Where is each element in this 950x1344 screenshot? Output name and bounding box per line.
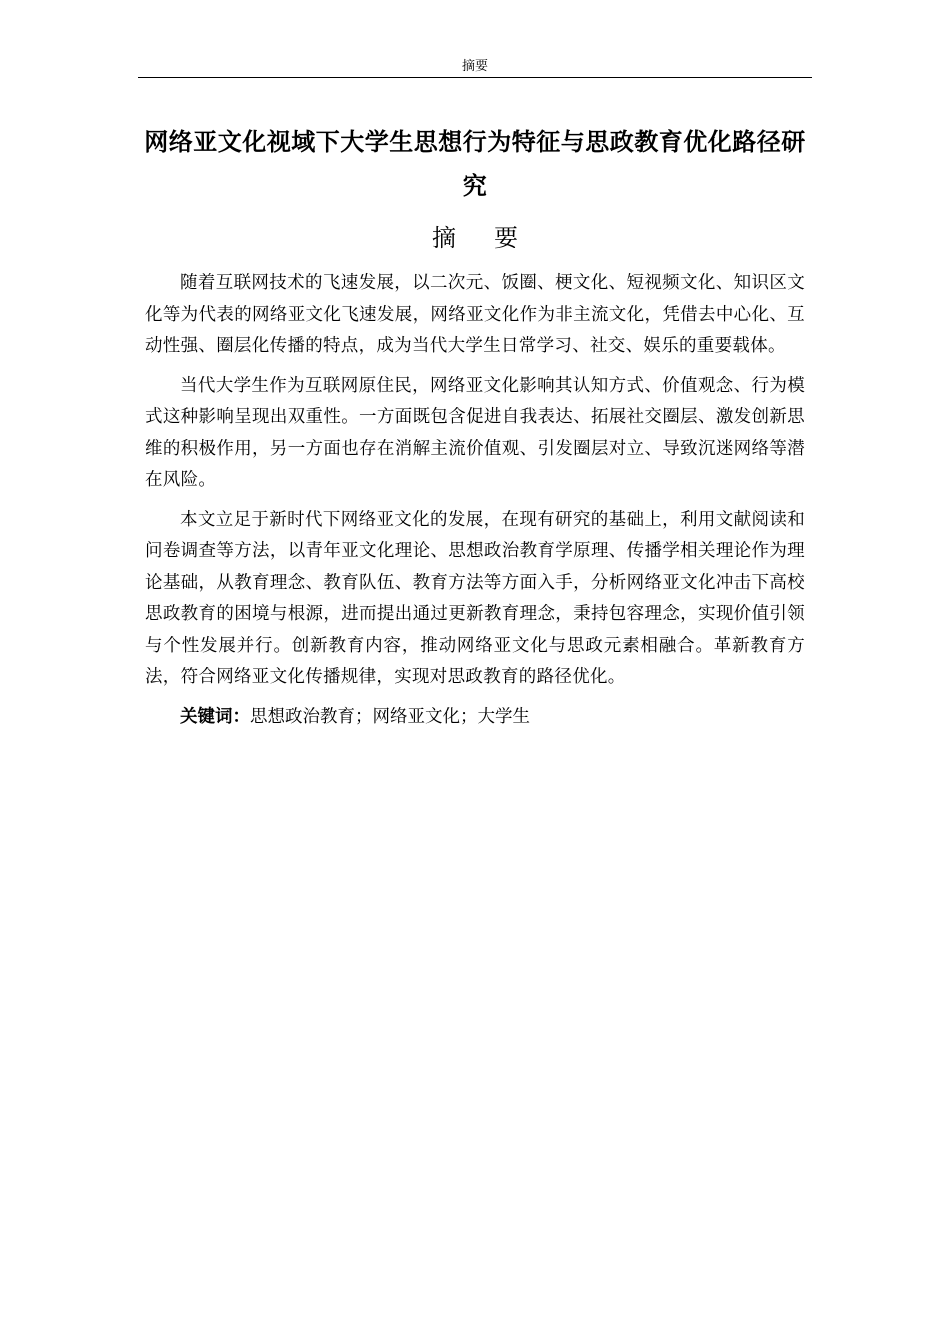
abstract-heading: 摘要 [432,224,556,252]
abstract-paragraph-3: 本文立足于新时代下网络亚文化的发展，在现有研究的基础上，利用文献阅读和问卷调查等方法，以青年亚文化理论、思想政治教育学原理、传播学相关理论作为理论基础，从教育理念、教育队伍、教育方法等方面入手，分析网络亚文化冲击下高校思政教育的困境与根源，进而提出通过更新教育理念，秉持包容理念，实现价值引领与个性发展并行。创新教育内容，推动网络亚文化与思政元素相融合。革新教育方法，符合网络亚文化传播规律，实现对思政教育的路径优化。 [145,509,805,687]
keywords-line [145,702,805,734]
header-divider [138,77,812,78]
keywords-label: 关键词： [180,706,250,727]
running-header: 摘要 [461,59,488,74]
abstract-paragraph-2: 当代大学生作为互联网原住民，网络亚文化影响其认知方式、价值观念、行为模式这种影响呈现出双重性。一方面既包含促进自我表达、拓展社交圈层、激发创新思维的积极作用，另一方面也存在消解主流价值观、引发圈层对立、导致沉迷网络等潜在风险。 [145,375,805,490]
document-title: 网络亚文化视域下大学生思想行为特征与思政教育优化路径研究 [144,128,806,200]
abstract-body [145,268,805,733]
abstract-paragraph-1: 随着互联网技术的飞速发展，以二次元、饭圈、梗文化、短视频文化、知识区文化等为代表的网络亚文化飞速发展，网络亚文化作为非主流文化，凭借去中心化、互动性强、圈层化传播的特点，成为当代大学生日常学习、社交、娱乐的重要载体。 [145,273,805,356]
keywords-value: 思想政治教育；网络亚文化；大学生 [250,706,530,727]
